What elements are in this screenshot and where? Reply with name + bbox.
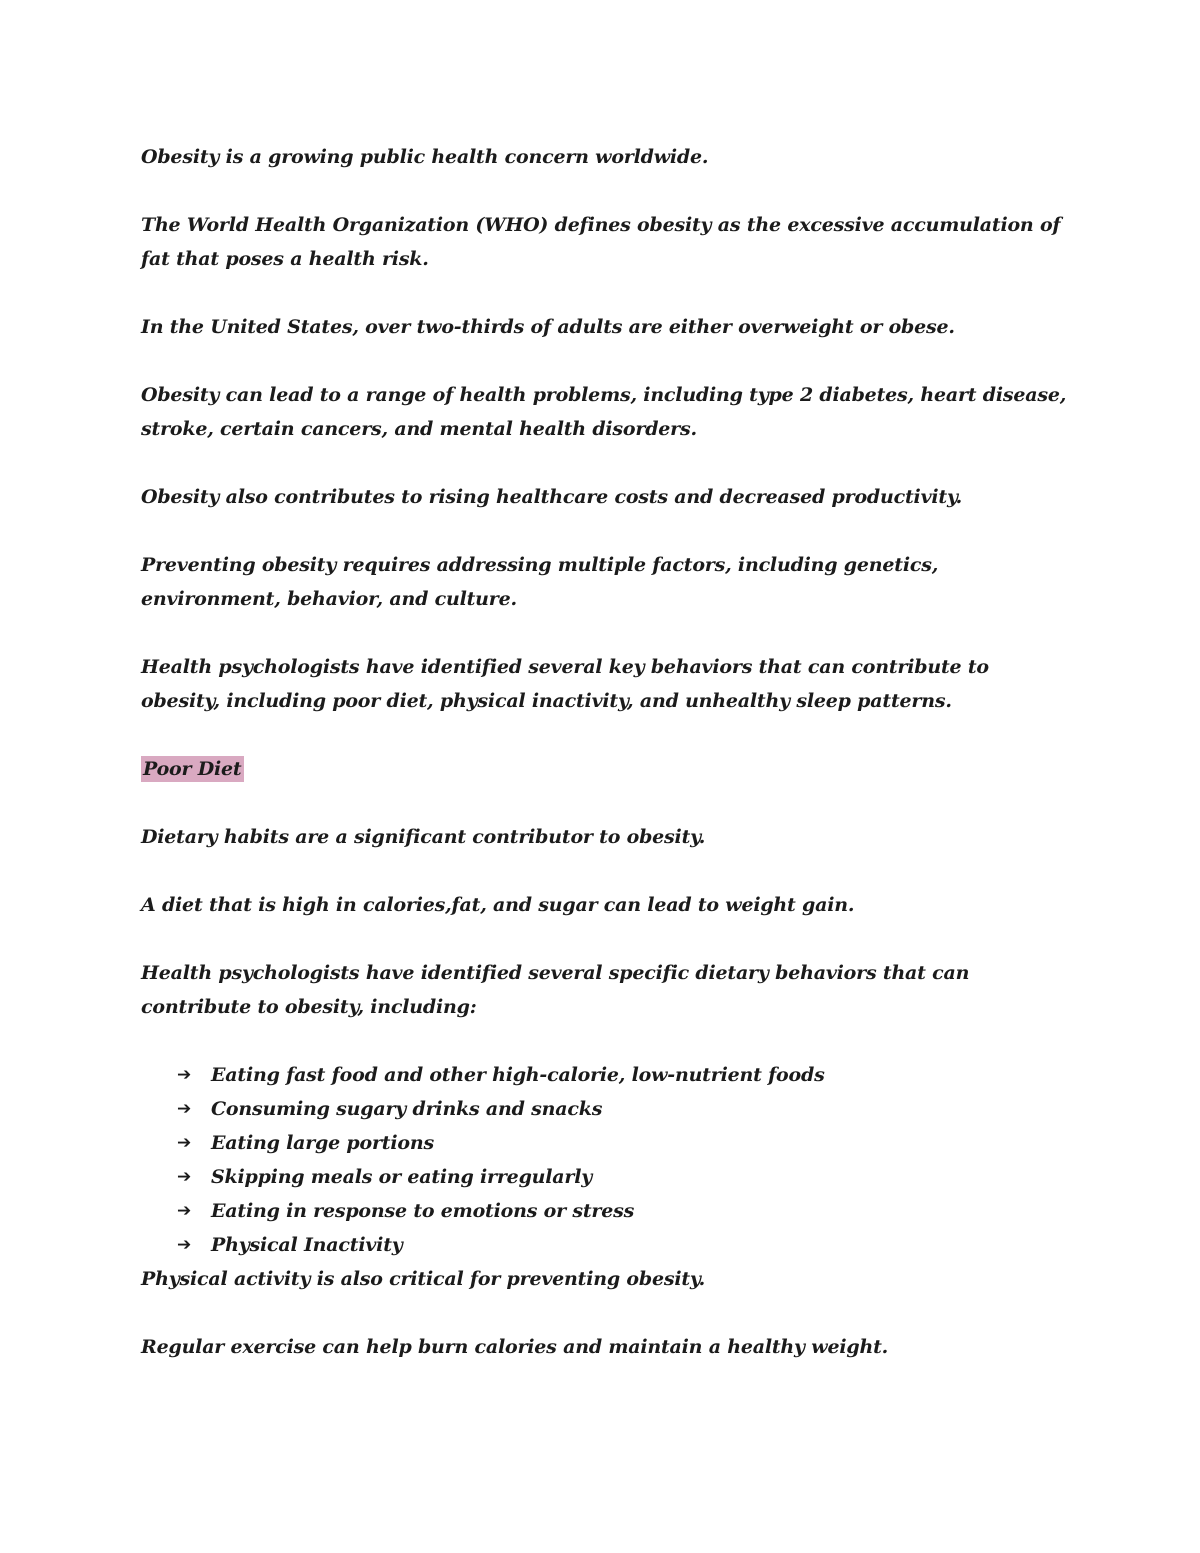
section-heading: Poor Diet	[143, 758, 242, 780]
list-item	[141, 1126, 1071, 1160]
intro-paragraph-2: The World Health Organization (WHO) defines obesity as the excessive accumulation of fat that poses a health risk.	[141, 214, 1061, 270]
list-item	[141, 1194, 1071, 1228]
arrow-right-icon: ➔	[177, 1099, 192, 1119]
list-item-text: Consuming sugary drinks and snacks	[211, 1098, 603, 1120]
arrow-right-icon: ➔	[177, 1167, 192, 1187]
diet-paragraph-3: Health psychologists have identified several specific dietary behaviors that can contribute to obesity, including:	[141, 962, 970, 1018]
intro-paragraph-5: Obesity also contributes to rising healthcare costs and decreased productivity.	[141, 486, 963, 508]
list-item-text: Physical Inactivity	[211, 1234, 403, 1256]
section-heading-container	[141, 752, 1071, 786]
diet-paragraph-2: A diet that is high in calories,fat, and sugar can lead to weight gain.	[141, 894, 855, 916]
intro-paragraph-3: In the United States, over two-thirds of adults are either overweight or obese.	[141, 316, 955, 338]
intro-paragraph-7: Health psychologists have identified several key behaviors that can contribute to obesity, including poor diet, physical inactivity, and unhealthy sleep patterns.	[141, 656, 989, 712]
arrow-right-icon: ➔	[177, 1133, 192, 1153]
intro-paragraph-4: Obesity can lead to a range of health problems, including type 2 diabetes, heart disease, stroke, certain cancers, and mental health disorders.	[141, 384, 1067, 440]
activity-paragraph-2: Regular exercise can help burn calories and maintain a healthy weight.	[141, 1336, 889, 1358]
activity-paragraph-1: Physical activity is also critical for preventing obesity.	[141, 1268, 705, 1290]
intro-paragraph-6: Preventing obesity requires addressing multiple factors, including genetics, environment, behavior, and culture.	[141, 554, 939, 610]
arrow-right-icon: ➔	[177, 1065, 192, 1085]
list-item-text: Eating in response to emotions or stress	[211, 1200, 635, 1222]
list-item	[141, 1160, 1071, 1194]
dietary-behaviors-list	[141, 1058, 1071, 1262]
list-item	[141, 1228, 1071, 1262]
arrow-right-icon: ➔	[177, 1235, 192, 1255]
arrow-right-icon: ➔	[177, 1201, 192, 1221]
list-item	[141, 1092, 1071, 1126]
list-item	[141, 1058, 1071, 1092]
diet-paragraph-1: Dietary habits are a significant contributor to obesity.	[141, 826, 706, 848]
list-item-text: Eating fast food and other high-calorie, low-nutrient foods	[211, 1064, 825, 1086]
list-item-text: Skipping meals or eating irregularly	[211, 1166, 593, 1188]
intro-paragraph-1: Obesity is a growing public health concern worldwide.	[141, 146, 709, 168]
document-page	[141, 140, 1071, 1398]
list-item-text: Eating large portions	[211, 1132, 434, 1154]
